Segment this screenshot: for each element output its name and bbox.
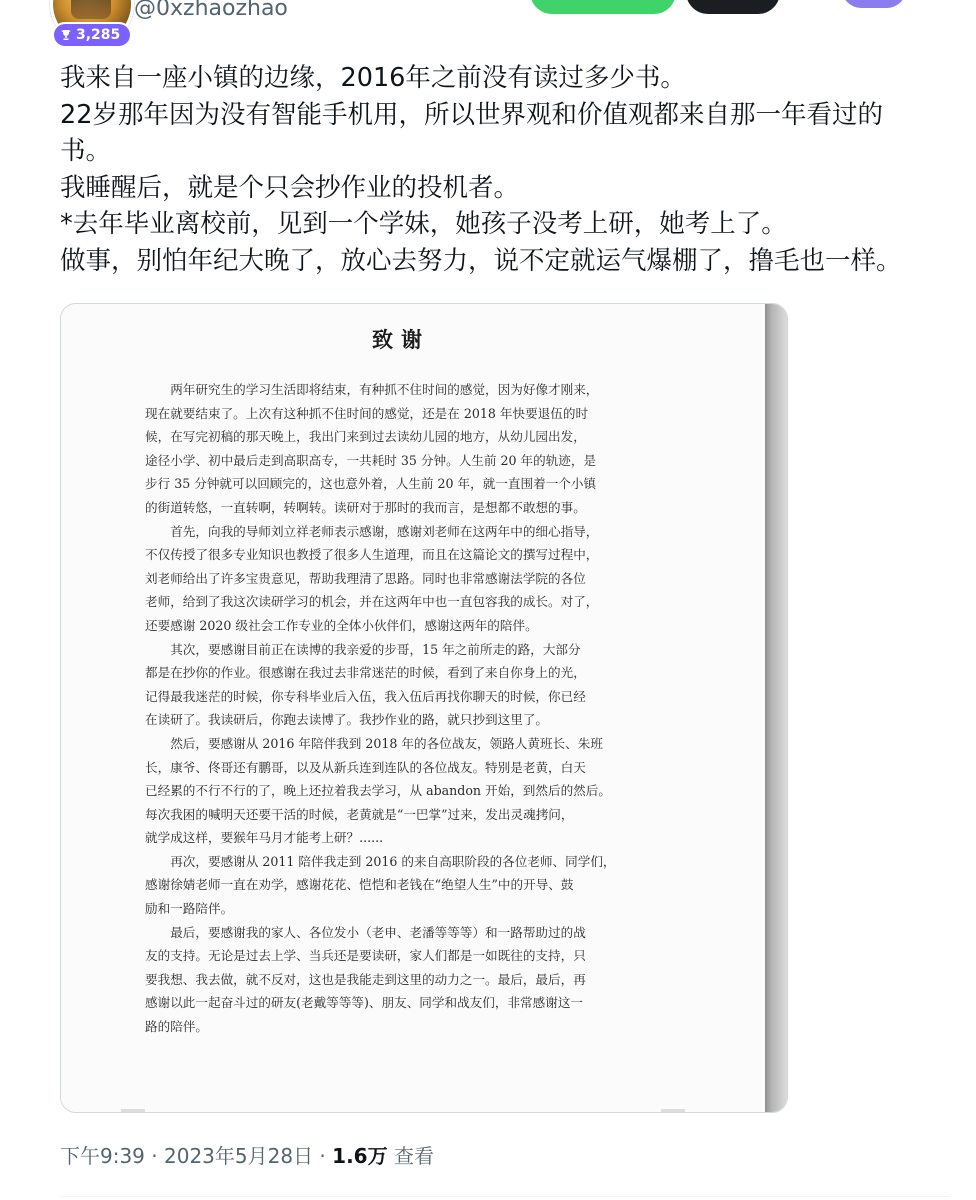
- document-line: 感谢以此一起奋斗过的研友(老戴等等等)、朋友、同学和战友们，非常感谢这一: [145, 995, 584, 1011]
- tweet-meta: [60, 1140, 434, 1169]
- trophy-icon: [60, 29, 72, 41]
- avatar-image: [71, 0, 111, 19]
- document-line: 其次，要感谢目前正在读博的我亲爱的步哥，15 年之前所走的路，大部分: [145, 641, 581, 657]
- tweet-line: 我睡醒后，就是个只会抄作业的投机者。: [60, 172, 520, 203]
- tweet-line: 书。: [60, 136, 112, 166]
- document-line: 感谢徐婧老师一直在劝学，感谢花花、恺恺和老钱在“绝望人生”中的开导、鼓: [145, 877, 574, 893]
- document-line: 两年研究生的学习生活即将结束，有种抓不住时间的感觉，因为好像才刚来，: [145, 382, 599, 397]
- document-line: 路的陪伴。: [145, 1019, 208, 1035]
- tweet-header: [0, 0, 976, 46]
- document-line: 老师，给到了我这次读研学习的机会，并在这两年中也一直包容我的成长。对了，: [145, 594, 599, 610]
- author-handle[interactable]: @0xzhaozhao: [134, 0, 288, 21]
- document-line: 要我想、我去做，就不反对，这也是我能走到这里的动力之一。最后，最后，再: [145, 971, 586, 987]
- document-line: 候，在写完初稿的那天晚上，我出门来到过去读幼儿园的地方，从幼儿园出发，: [145, 429, 586, 445]
- document-line: 还要感谢 2020 级社会工作专业的全体小伙伴们，感谢这两年的陪伴。: [145, 617, 538, 633]
- tweet-line: 22岁那年因为没有智能手机用，所以世界观和价值观都来自那一年看过的: [60, 99, 883, 130]
- document-line: 不仅传授了很多专业知识也教授了很多人生道理，而且在这篇论文的撰写过程中，: [145, 547, 599, 563]
- document-line: 然后，要感谢从 2016 年陪伴我到 2018 年的各位战友，领路人黄班长、朱班: [145, 735, 603, 751]
- document-body: [145, 378, 675, 1039]
- tweet-line: 做事，别怕年纪大晚了，放心去努力，说不定就运气爆棚了，撸毛也一样。: [60, 245, 902, 276]
- follower-badge[interactable]: [54, 24, 130, 46]
- tweet-time[interactable]: 下午9:39: [60, 1144, 145, 1168]
- document-line: 记得最我迷茫的时候，你专科毕业后入伍，我入伍后再找你聊天的时候，你已经: [145, 688, 586, 704]
- document-line: 步行 35 分钟就可以回顾完的，这也意外着，人生前 20 年，就一直围着一个小镇: [145, 476, 597, 492]
- document-line: 都是在抄你的作业。很感谢在我过去非常迷茫的时候，看到了来自你身上的光，: [145, 665, 586, 681]
- document-title: 致谢: [372, 327, 430, 352]
- badge-count: 3,285: [76, 27, 121, 43]
- document-line: 再次，要感谢从 2011 陪伴我走到 2016 的来自高职阶段的各位老师、同学们，: [145, 853, 616, 869]
- document-line: 首先，向我的导师刘立祥老师表示感谢，感谢刘老师在这两年中的细心指导，: [145, 523, 599, 539]
- view-count: 1.6万: [332, 1144, 388, 1168]
- divider: [60, 1196, 950, 1197]
- page-edge-shadow: [765, 304, 787, 1112]
- tweet-line: 我来自一座小镇的边缘，2016年之前没有读过多少书。: [60, 63, 686, 93]
- document-page: [61, 304, 765, 1112]
- document-line: 励和一路陪伴。: [145, 901, 234, 917]
- meta-separator: ·: [313, 1144, 333, 1168]
- tweet-text: [60, 60, 950, 279]
- action-button-purple[interactable]: [842, 0, 906, 8]
- tweet-date[interactable]: 2023年5月28日: [164, 1144, 314, 1168]
- document-line: 现在就要结束了。上次有这种抓不住时间的感觉，还是在 2018 年快要退伍的时: [145, 405, 589, 421]
- document-line: 最后，要感谢我的家人、各位发小（老申、老潘等等等）和一路帮助过的战: [145, 924, 586, 940]
- action-button-green[interactable]: [530, 0, 676, 14]
- views-label: 查看: [387, 1144, 434, 1168]
- tweet-line: *去年毕业离校前，见到一个学妹，她孩子没考上研，她考上了。: [60, 209, 787, 239]
- document-line: 的街道转悠，一直转啊，转啊转。读研对于那时的我而言，是想都不敢想的事。: [145, 499, 586, 515]
- document-line: 长，康爷、佟哥还有鹏哥，以及从新兵连到连队的各位战友。特别是老黄，白天: [145, 759, 586, 775]
- document-line: 刘老师给出了许多宝贵意见，帮助我理清了思路。同时也非常感谢法学院的各位: [145, 570, 586, 586]
- page-mark: [661, 1109, 685, 1112]
- document-line: 就学成这样，要猴年马月才能考上研？......: [145, 830, 384, 846]
- document-line: 已经累的不行不行的了，晚上还拉着我去学习，从 abandon 开始，到然后的然后。: [145, 783, 611, 799]
- attached-image[interactable]: [60, 303, 788, 1113]
- document-line: 途径小学、初中最后走到高职高专，一共耗时 35 分钟。人生前 20 年的轨迹，是: [145, 452, 597, 468]
- document-line: 每次我困的喊明天还要干活的时候，老黄就是“一巴掌”过来，发出灵魂拷问，: [145, 806, 574, 822]
- page-mark: [121, 1109, 145, 1112]
- meta-separator: ·: [144, 1144, 164, 1168]
- follow-button[interactable]: [686, 0, 780, 14]
- document-line: 在读研了。我读研后，你跑去读博了。我抄作业的路，就只抄到这里了。: [145, 712, 548, 728]
- document-line: 友的支持。无论是过去上学、当兵还是要读研，家人们都是一如既往的支持，只: [145, 948, 586, 964]
